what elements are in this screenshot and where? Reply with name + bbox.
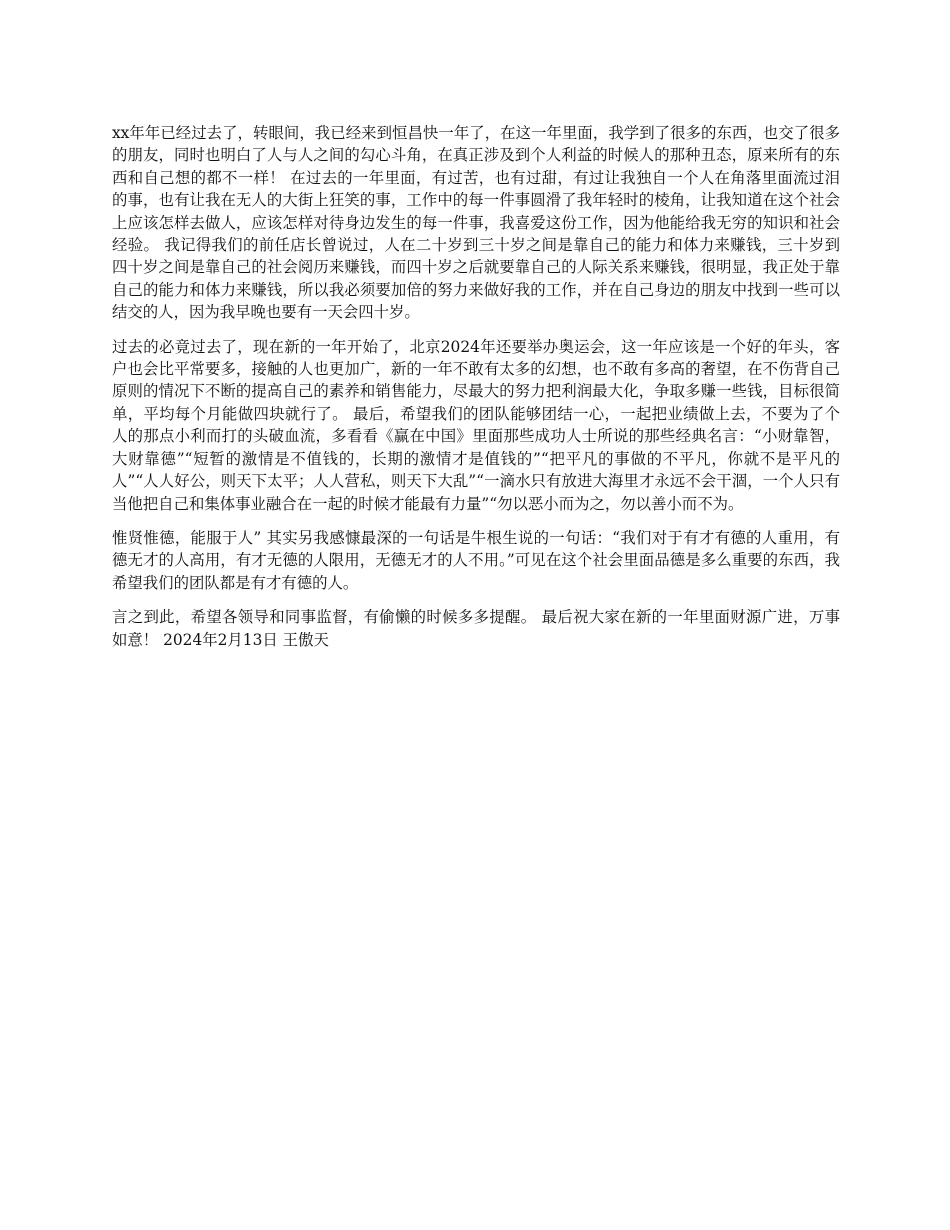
paragraph-1: xx年年已经过去了，转眼间，我已经来到恒昌快一年了，在这一年里面，我学到了很多的东西，也交了很多的朋友，同时也明白了人与人之间的勾心斗角，在真正涉及到个人利益的时候人的那种丑态，原来所有的东西和自己想的都不一样！ 在过去的一年里面，有过苦，也有过甜，有过让我独自一个人在角落里面流过泪的事，也有让我在无人的大街上狂笑的事，工作中的每一件事圆滑了我年轻时的棱角，让我知道在这个社会上应该怎样去做人，应该怎样对待身边发生的每一件事，我喜爱这份工作，因为他能给我无穷的知识和社会经验。 我记得我们的前任店长曾说过，人在二十岁到三十岁之间是靠自己的能力和体力来赚钱，三十岁到四十岁之间是靠自己的社会阅历来赚钱，而四十岁之后就要靠自己的人际关系来赚钱，很明显，我正处于靠自己的能力和体力来赚钱，所以我必须要加倍的努力来做好我的工作，并在自己身边的朋友中找到一些可以结交的人，因为我早晚也要有一天会四十岁。 — [112, 124, 840, 322]
document-body — [112, 122, 840, 663]
paragraph-3: 惟贤惟德，能服于人” 其实另我感慷最深的一句话是牛根生说的一句话：“我们对于有才有德的人重用，有德无才的人高用，有才无德的人限用，无德无才的人不用。”可见在这个社会里面品德是多么重要的东西，我希望我们的团队都是有才有德的人。 — [112, 528, 840, 592]
paragraph-4: 言之到此，希望各领导和同事监督，有偷懒的时候多多提醒。 最后祝大家在新的一年里面财源广进，万事如意！ 2024年2月13日 王傲天 — [112, 608, 840, 649]
paragraph-2: 过去的必竟过去了，现在新的一年开始了，北京2024年还要举办奥运会，这一年应该是一个好的年头，客户也会比平常要多，接触的人也更加广，新的一年不敢有太多的幻想，也不敢有多高的奢望，在不伤背自己原则的情况下不断的提高自己的素养和销售能力，尽最大的努力把利润最大化，争取多赚一些钱，目标很简单，平均每个月能做四块就行了。 最后，希望我们的团队能够团结一心，一起把业绩做上去，不要为了个人的那点小利而打的头破血流，多看看《赢在中国》里面那些成功人士所说的那些经典名言：“小财靠智，大财靠德”“短暂的激情是不值钱的，长期的激情才是值钱的”“把平凡的事做的不平凡，你就不是平凡的人”“人人好公，则天下太平；人人营私，则天下大乱”“一滴水只有放进大海里才永远不会干涸，一个人只有当他把自己和集体事业融合在一起的时候才能最有力量”“勿以恶小而为之，勿以善小而不为。 — [112, 337, 840, 513]
